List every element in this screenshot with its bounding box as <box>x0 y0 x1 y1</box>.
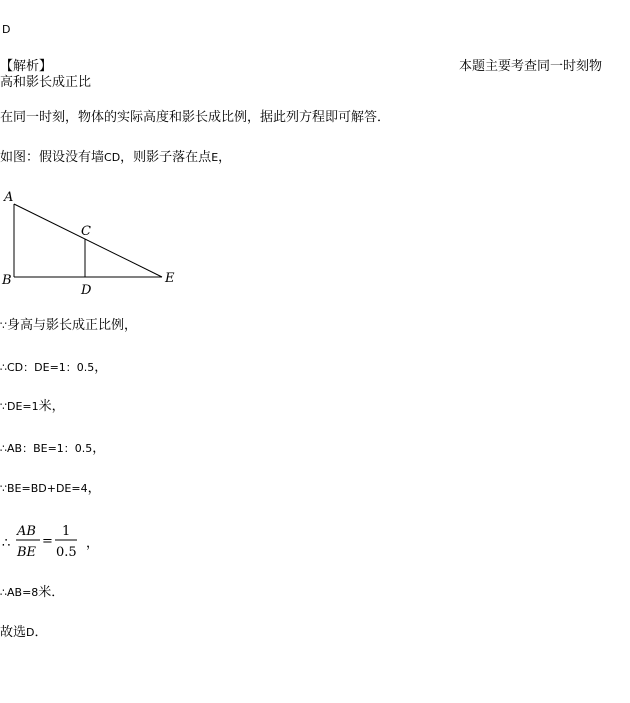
figure-intro-e: ， <box>218 150 232 165</box>
therefore-symbol: ∴ <box>0 361 7 374</box>
label-B: B <box>2 273 12 288</box>
label-D: D <box>81 283 92 298</box>
step-7-unit: 米． <box>38 585 65 600</box>
step-3-unit: 米， <box>38 399 65 414</box>
step-2-text: CD：DE=1：0.5 <box>7 361 95 374</box>
conclusion-letter: D <box>26 626 35 639</box>
figure-intro-wall: CD <box>104 151 121 164</box>
fraction-left-numerator: AB <box>17 524 36 539</box>
fraction-tail: ， <box>86 536 100 551</box>
conclusion-a: 故选 <box>0 625 27 640</box>
step-7-text: AB=8 <box>7 586 39 599</box>
step-1-text: 身高与影长成正比例， <box>7 318 138 333</box>
because-symbol: ∵ <box>0 482 7 495</box>
step-4-tail: ， <box>92 441 106 456</box>
therefore-symbol: ∴ <box>0 442 7 455</box>
label-C: C <box>81 224 91 239</box>
step-7 <box>0 585 64 601</box>
step-2-tail: ， <box>94 360 108 375</box>
label-E: E <box>165 271 175 286</box>
answer-letter: D <box>2 23 11 36</box>
step-3-text: DE=1 <box>7 400 39 413</box>
solution-idea: 在同一时刻，物体的实际高度和影长成比例，据此列方程即可解答． <box>0 110 391 125</box>
step-4-text: AB：BE=1：0.5 <box>7 442 93 455</box>
label-A: A <box>4 190 14 205</box>
topic-line-1: 本题主要考查同一时刻物 <box>459 59 603 74</box>
therefore-symbol: ∴ <box>2 536 11 551</box>
figure-intro-point: E <box>211 151 219 164</box>
figure-intro-a: 如图：假设没有墙 <box>0 150 105 165</box>
fraction-right-denominator: 0.5 <box>56 545 77 560</box>
because-symbol: ∵ <box>0 400 7 413</box>
figure-intro-c: ，则影子落在点 <box>120 150 212 165</box>
fraction-right-numerator: 1 <box>62 524 71 539</box>
conclusion-c: ． <box>34 625 48 640</box>
analysis-label: 【解析】 <box>0 59 53 74</box>
fraction-left-denominator: BE <box>17 545 37 560</box>
because-symbol: ∵ <box>0 319 7 332</box>
topic-line-2: 高和影长成正比 <box>0 75 92 90</box>
therefore-symbol: ∴ <box>0 586 7 599</box>
step-5-tail: ， <box>87 481 101 496</box>
conclusion <box>0 625 48 641</box>
equals-sign: = <box>42 534 53 549</box>
step-5-text: BE=BD+DE=4 <box>7 482 88 495</box>
